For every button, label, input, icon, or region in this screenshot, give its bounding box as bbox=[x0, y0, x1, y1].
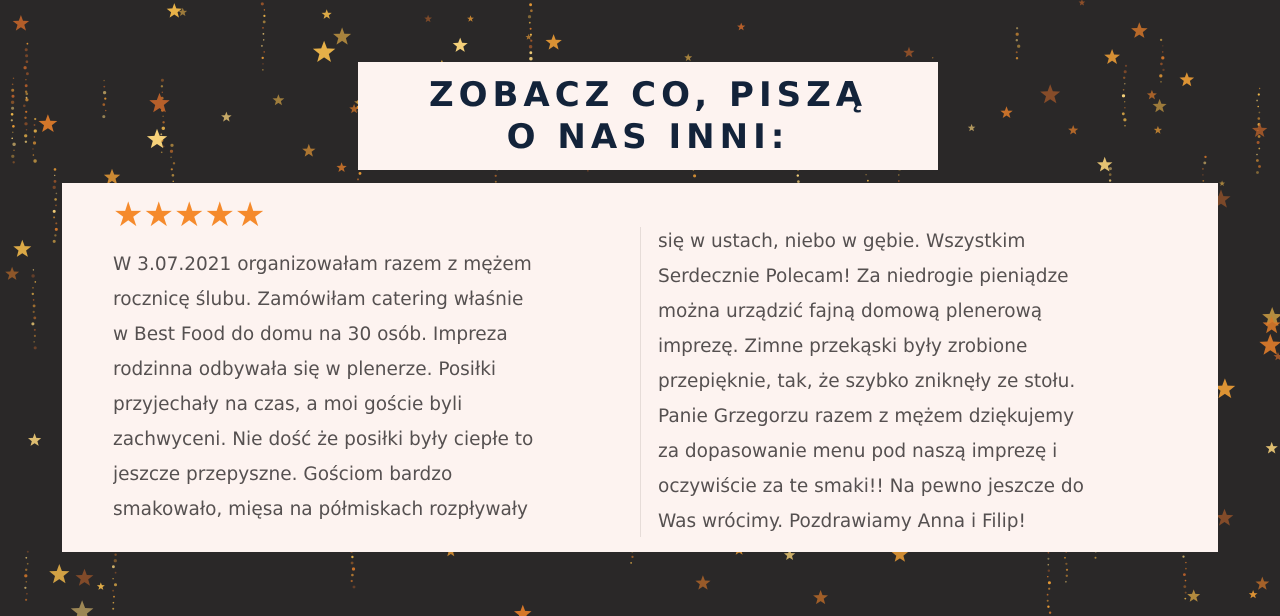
sparkle-dot bbox=[1109, 167, 1112, 170]
sparkle-dot bbox=[932, 57, 933, 58]
sparkle-dot bbox=[24, 117, 26, 119]
sparkle-dot bbox=[55, 228, 58, 231]
sparkle-dot bbox=[1258, 165, 1261, 168]
sparkle-dot bbox=[163, 146, 165, 148]
sparkle-dot bbox=[112, 608, 114, 610]
sparkle-dot bbox=[34, 129, 37, 132]
gold-star-icon bbox=[147, 129, 167, 148]
sparkle-dot bbox=[114, 559, 117, 562]
sparkle-dot bbox=[25, 54, 28, 57]
sparkle-dot bbox=[530, 34, 532, 36]
sparkle-dot bbox=[529, 22, 531, 24]
sparkle-dot bbox=[25, 569, 27, 571]
sparkle-dot bbox=[1185, 562, 1186, 563]
sparkle-dot bbox=[1256, 154, 1258, 156]
sparkle-dot bbox=[1162, 51, 1164, 53]
sparkle-dot bbox=[34, 124, 36, 126]
gold-star-icon bbox=[1153, 99, 1167, 112]
sparkle-dot bbox=[1109, 173, 1112, 176]
sparkle-dot bbox=[24, 134, 27, 137]
sparkle-dot bbox=[172, 174, 175, 177]
sparkle-dot bbox=[1258, 117, 1261, 120]
sparkle-dot bbox=[1160, 39, 1162, 41]
sparkle-dot bbox=[103, 91, 106, 94]
sparkle-dot bbox=[25, 84, 28, 87]
sparkle-dot bbox=[34, 118, 36, 120]
review-line: w Best Food do domu na 30 osób. Impreza bbox=[113, 324, 508, 345]
sparkle-dot bbox=[25, 91, 27, 93]
sparkle-dot bbox=[1257, 141, 1260, 144]
sparkle-dot bbox=[162, 116, 163, 117]
gold-star-icon bbox=[514, 605, 532, 616]
sparkle-dot bbox=[1185, 592, 1187, 594]
sparkle-dot bbox=[263, 21, 266, 24]
sparkle-dot bbox=[262, 63, 263, 64]
sparkle-dot bbox=[1162, 45, 1163, 46]
gold-star-icon bbox=[13, 240, 31, 257]
sparkle-dot bbox=[1065, 563, 1067, 565]
review-line: przyjechały na czas, a moi goście byli bbox=[113, 394, 463, 415]
sparkle-dot bbox=[113, 596, 115, 598]
sparkle-dot bbox=[161, 85, 163, 87]
sparkle-dot bbox=[1065, 581, 1067, 583]
sparkle-dot bbox=[1256, 159, 1259, 162]
sparkle-dot bbox=[1202, 180, 1204, 182]
gold-star-icon bbox=[273, 94, 285, 105]
sparkle-dot bbox=[528, 15, 531, 18]
sparkle-dot bbox=[357, 178, 359, 180]
sparkle-dot bbox=[102, 115, 105, 118]
sparkle-dot bbox=[1256, 100, 1258, 102]
sparkle-dot bbox=[33, 311, 35, 313]
sparkle-dot bbox=[12, 84, 14, 86]
sparkle-dot bbox=[25, 48, 28, 51]
sparkle-dot bbox=[1047, 606, 1049, 608]
sparkle-dot bbox=[31, 322, 34, 325]
gold-star-icon bbox=[5, 267, 19, 280]
sparkle-dot bbox=[587, 170, 589, 172]
sparkle-dot bbox=[1202, 168, 1204, 170]
sparkle-dot bbox=[262, 57, 264, 59]
gold-star-icon bbox=[1259, 334, 1280, 355]
sparkle-dot bbox=[1256, 171, 1259, 174]
sparkle-dot bbox=[112, 590, 114, 592]
gold-star-icon bbox=[39, 114, 58, 132]
sparkle-dot bbox=[27, 43, 29, 45]
sparkle-dot bbox=[25, 557, 27, 559]
sparkle-dot bbox=[1016, 39, 1018, 41]
sparkle-dot bbox=[1017, 45, 1020, 48]
column-divider bbox=[640, 227, 641, 537]
sparkle-dot bbox=[54, 234, 56, 236]
sparkle-dot bbox=[26, 60, 29, 63]
sparkle-dot bbox=[170, 150, 173, 153]
sparkle-dot bbox=[1123, 77, 1125, 79]
sparkle-dot bbox=[865, 174, 866, 175]
sparkle-dot bbox=[1259, 88, 1260, 89]
sparkle-dot bbox=[24, 122, 27, 125]
sparkle-dot bbox=[170, 144, 173, 147]
sparkle-dot bbox=[11, 101, 14, 104]
sparkle-dot bbox=[11, 89, 14, 92]
sparkle-dot bbox=[24, 587, 26, 589]
sparkle-dot bbox=[1159, 74, 1162, 77]
gold-star-icon bbox=[737, 23, 745, 31]
sparkle-dot bbox=[33, 141, 36, 144]
gold-star-icon bbox=[313, 41, 335, 62]
gold-star-icon bbox=[695, 575, 710, 589]
sparkle-dot bbox=[24, 574, 27, 577]
sparkle-dot bbox=[54, 180, 57, 183]
sparkle-dot bbox=[1124, 83, 1125, 84]
sparkle-dot bbox=[26, 97, 28, 99]
review-card bbox=[62, 183, 1218, 552]
gold-star-icon bbox=[13, 15, 29, 31]
gold-star-icon bbox=[903, 47, 914, 58]
gold-star-icon bbox=[97, 582, 105, 590]
sparkle-dot bbox=[1047, 576, 1048, 577]
sparkle-dot bbox=[898, 180, 900, 182]
sparkle-dot bbox=[359, 172, 362, 175]
sparkle-dot bbox=[1016, 33, 1019, 36]
sparkle-dot bbox=[11, 107, 14, 110]
gold-star-icon bbox=[1000, 106, 1012, 118]
sparkle-dot bbox=[529, 57, 532, 60]
sparkle-dot bbox=[867, 180, 869, 182]
sparkle-dot bbox=[1016, 51, 1018, 53]
sparkle-dot bbox=[162, 121, 164, 123]
gold-star-icon bbox=[1040, 84, 1060, 103]
sparkle-dot bbox=[105, 110, 106, 111]
sparkle-dot bbox=[103, 86, 105, 88]
review-line: rodzinna odbywała się w plenerze. Posiłki bbox=[113, 359, 497, 380]
review-line: Panie Grzegorzu razem z mężem dziękujemy bbox=[658, 406, 1075, 427]
sparkle-dot bbox=[1160, 63, 1163, 66]
sparkle-dot bbox=[351, 574, 354, 577]
review-text-column-left bbox=[113, 247, 633, 539]
gold-star-icon bbox=[302, 144, 315, 157]
sparkle-dot bbox=[53, 240, 56, 243]
gold-star-icon bbox=[1219, 181, 1225, 187]
gold-star-icon bbox=[1180, 72, 1195, 86]
heading-line-1: ZOBACZ CO, PISZĄ bbox=[428, 75, 868, 115]
sparkle-dot bbox=[26, 129, 27, 130]
sparkle-dot bbox=[263, 51, 265, 53]
sparkle-dot bbox=[23, 105, 26, 108]
sparkle-dot bbox=[34, 329, 36, 331]
sparkle-dot bbox=[351, 580, 353, 582]
sparkle-dot bbox=[1124, 101, 1125, 102]
gold-star-icon bbox=[1131, 22, 1148, 38]
gold-star-icon bbox=[221, 112, 232, 122]
sparkle-dot bbox=[1124, 107, 1125, 108]
gold-star-icon bbox=[1266, 442, 1278, 454]
sparkle-dot bbox=[12, 143, 15, 146]
sparkle-dot bbox=[33, 154, 35, 156]
sparkle-dot bbox=[171, 168, 173, 170]
sparkle-dot bbox=[112, 578, 113, 579]
sparkle-dot bbox=[26, 593, 28, 595]
review-line: Was wrócimy. Pozdrawiamy Anna i Filip! bbox=[658, 511, 1026, 532]
sparkle-dot bbox=[115, 572, 117, 574]
heading-box bbox=[358, 62, 938, 170]
sparkle-dot bbox=[161, 79, 164, 82]
gold-star-icon bbox=[1216, 509, 1234, 526]
sparkle-dot bbox=[1066, 569, 1068, 571]
sparkle-dot bbox=[103, 80, 104, 81]
gold-star-icon bbox=[28, 433, 41, 446]
sparkle-dot bbox=[56, 193, 58, 195]
sparkle-dot bbox=[693, 174, 696, 177]
sparkle-dot bbox=[13, 161, 15, 163]
sparkle-dot bbox=[351, 562, 354, 565]
sparkle-dot bbox=[103, 103, 106, 106]
sparkle-dot bbox=[25, 79, 26, 80]
sparkle-dot bbox=[25, 141, 27, 143]
sparkle-dot bbox=[530, 9, 533, 12]
sparkle-dot bbox=[11, 138, 13, 140]
sparkle-dot bbox=[1257, 106, 1259, 108]
sparkle-dot bbox=[1124, 125, 1125, 126]
review-line: W 3.07.2021 organizowałam razem z mężem bbox=[113, 254, 532, 275]
sparkle-dot bbox=[1047, 600, 1049, 602]
sparkle-dot bbox=[1122, 112, 1125, 115]
sparkle-dot bbox=[1184, 598, 1186, 600]
sparkle-dot bbox=[1109, 179, 1111, 181]
sparkle-dot bbox=[33, 299, 35, 301]
gold-star-icon bbox=[333, 27, 351, 44]
sparkle-dot bbox=[1162, 69, 1164, 71]
gold-star-icon bbox=[813, 590, 828, 604]
review-line: za dopasowanie menu pod naszą imprezę i bbox=[658, 441, 1058, 462]
sparkle-dot bbox=[630, 562, 632, 564]
gold-star-icon bbox=[1147, 90, 1157, 100]
gold-star-icon bbox=[1154, 126, 1162, 134]
sparkle-dot bbox=[170, 157, 172, 159]
sparkle-dot bbox=[54, 175, 55, 176]
sparkle-dot bbox=[1016, 57, 1018, 59]
sparkle-dot bbox=[797, 174, 799, 176]
sparkle-dot bbox=[1048, 570, 1050, 572]
sparkle-dot bbox=[263, 15, 265, 17]
sparkle-dot bbox=[25, 599, 27, 601]
sparkle-dot bbox=[31, 274, 34, 277]
sparkle-dot bbox=[495, 175, 497, 177]
sparkle-dot bbox=[26, 581, 28, 583]
gold-star-icon bbox=[76, 569, 94, 586]
review-line: rocznicę ślubu. Zamówiłam catering właśnie bbox=[113, 289, 524, 310]
review-line: przepięknie, tak, że szybko zniknęły ze stołu. bbox=[658, 371, 1076, 392]
sparkle-dot bbox=[529, 45, 532, 48]
sparkle-dot bbox=[32, 293, 34, 295]
sparkle-dot bbox=[35, 281, 37, 283]
sparkle-dot bbox=[1258, 148, 1260, 150]
sparkle-dot bbox=[53, 186, 56, 189]
gold-star-icon bbox=[1068, 125, 1078, 135]
sparkle-dot bbox=[13, 150, 14, 151]
gold-star-icon bbox=[1274, 352, 1280, 360]
review-line: oczywiście za te smaki!! Na pewno jeszcze do bbox=[658, 476, 1084, 497]
sparkle-dot bbox=[34, 136, 35, 137]
review-line: smakowało, mięsa na półmiskach rozpływały bbox=[113, 499, 528, 520]
sparkle-dot bbox=[1047, 594, 1049, 596]
sparkle-dot bbox=[351, 556, 353, 558]
sparkle-dot bbox=[1064, 557, 1066, 559]
sparkle-dot bbox=[530, 28, 532, 30]
sparkle-dot bbox=[173, 181, 174, 182]
sparkle-dot bbox=[1258, 135, 1261, 138]
gold-star-icon bbox=[684, 54, 692, 62]
gold-star-icon bbox=[1079, 0, 1086, 6]
gold-star-icon bbox=[1104, 49, 1120, 64]
sparkle-dot bbox=[1183, 573, 1186, 576]
sparkle-dot bbox=[12, 95, 15, 98]
sparkle-dot bbox=[1259, 112, 1261, 114]
review-text-column-right bbox=[658, 224, 1198, 544]
gold-star-icon bbox=[467, 15, 474, 21]
sparkle-dot bbox=[1048, 581, 1051, 584]
sparkle-dot bbox=[898, 174, 899, 175]
sparkle-dot bbox=[33, 317, 36, 320]
sparkle-dot bbox=[1048, 564, 1050, 566]
sparkle-dot bbox=[112, 565, 115, 568]
sparkle-dot bbox=[12, 132, 13, 133]
gold-star-icon bbox=[149, 93, 169, 112]
sparkle-dot bbox=[55, 222, 57, 224]
sparkle-dot bbox=[262, 27, 264, 29]
gold-star-icon bbox=[1249, 590, 1258, 598]
sparkle-dot bbox=[1048, 588, 1050, 590]
sparkle-dot bbox=[32, 287, 33, 288]
sparkle-dot bbox=[53, 216, 55, 218]
sparkle-dot bbox=[1095, 557, 1097, 559]
sparkle-dot bbox=[261, 45, 263, 47]
gold-star-icon bbox=[968, 124, 976, 131]
gold-star-icon bbox=[424, 15, 432, 22]
gold-star-icon bbox=[49, 564, 69, 583]
sparkle-dot bbox=[1066, 575, 1068, 577]
sparkle-dot bbox=[162, 92, 163, 93]
sparkle-dot bbox=[263, 39, 264, 40]
sparkle-dot bbox=[25, 111, 27, 113]
sparkle-dot bbox=[1047, 558, 1049, 560]
sparkle-dot bbox=[11, 119, 13, 121]
review-line: zachwyceni. Nie dość że posiłki były ciepłe to bbox=[113, 429, 534, 450]
sparkle-dot bbox=[54, 198, 57, 201]
sparkle-dot bbox=[12, 125, 15, 128]
sparkle-dot bbox=[34, 335, 36, 337]
sparkle-dot bbox=[33, 269, 34, 270]
sparkle-dot bbox=[113, 602, 115, 604]
sparkle-dot bbox=[26, 72, 29, 75]
sparkle-dot bbox=[160, 133, 162, 135]
sparkle-dot bbox=[114, 554, 116, 556]
sparkle-dot bbox=[1202, 174, 1203, 175]
sparkle-dot bbox=[261, 2, 264, 5]
sparkle-dot bbox=[33, 305, 36, 308]
sparkle-dot bbox=[32, 148, 33, 149]
sparkle-dot bbox=[55, 205, 57, 207]
gold-star-icon bbox=[337, 162, 347, 172]
sparkle-dot bbox=[24, 66, 27, 69]
sparkle-dot bbox=[1123, 89, 1125, 91]
sparkle-dot bbox=[352, 567, 355, 570]
sparkle-dot bbox=[34, 341, 35, 342]
gold-star-icon bbox=[1263, 316, 1280, 333]
sparkle-dot bbox=[1122, 94, 1125, 97]
sparkle-dot bbox=[1125, 65, 1127, 67]
gold-star-icon bbox=[546, 34, 562, 50]
sparkle-dot bbox=[1049, 612, 1051, 614]
sparkle-dot bbox=[173, 162, 175, 164]
sparkle-dot bbox=[11, 113, 14, 116]
sparkle-dot bbox=[631, 556, 633, 558]
sparkle-dot bbox=[1183, 585, 1186, 588]
review-line: się w ustach, niebo w gębie. Wszystkim bbox=[658, 231, 1026, 252]
sparkle-dot bbox=[262, 69, 263, 70]
review-line: jeszcze przepyszne. Gościom bardzo bbox=[113, 464, 453, 485]
gold-star-icon bbox=[1187, 589, 1200, 601]
gold-star-icon bbox=[1252, 123, 1267, 138]
sparkle-dot bbox=[1016, 27, 1018, 29]
sparkle-dot bbox=[1185, 580, 1187, 582]
sparkle-dot bbox=[1123, 118, 1126, 121]
sparkle-dot bbox=[54, 168, 57, 171]
sparkle-dot bbox=[530, 40, 532, 42]
gold-star-icon bbox=[71, 600, 94, 616]
sparkle-dot bbox=[162, 127, 165, 130]
sparkle-dot bbox=[1161, 56, 1164, 59]
gold-star-icon bbox=[453, 38, 468, 52]
sparkle-dot bbox=[1258, 93, 1260, 95]
sparkle-dot bbox=[1185, 568, 1187, 570]
sparkle-dot bbox=[529, 3, 532, 6]
sparkle-dot bbox=[34, 346, 37, 349]
sparkle-dot bbox=[263, 33, 265, 35]
sparkle-dot bbox=[53, 210, 56, 213]
sparkle-dot bbox=[104, 98, 106, 100]
sparkle-dot bbox=[1160, 81, 1161, 82]
sparkle-dot bbox=[33, 159, 36, 162]
sparkle-dot bbox=[1048, 552, 1050, 554]
sparkle-dot bbox=[27, 551, 29, 553]
sparkle-dot bbox=[1124, 70, 1127, 73]
sparkle-dot bbox=[1182, 556, 1184, 558]
sparkle-dot bbox=[1203, 162, 1206, 165]
gold-star-icon bbox=[167, 3, 182, 18]
heading-line-2: O NAS INNI: bbox=[506, 117, 790, 157]
review-line: Serdecznie Polecam! Za niedrogie pieniądze bbox=[658, 266, 1069, 287]
review-line: imprezę. Zimne przekąski były zrobione bbox=[658, 336, 1028, 357]
sparkle-dot bbox=[11, 155, 14, 158]
gold-star-icon bbox=[1256, 577, 1270, 590]
sparkle-dot bbox=[161, 152, 163, 154]
sparkle-dot bbox=[353, 586, 356, 589]
sparkle-dot bbox=[114, 583, 117, 586]
review-line: można urządzić fajną domową plenerową bbox=[658, 301, 1043, 322]
sparkle-dot bbox=[529, 51, 532, 54]
sparkle-dot bbox=[264, 9, 265, 10]
sparkle-dot bbox=[27, 563, 29, 565]
star-rating-icon: ★★★★★ bbox=[113, 196, 266, 234]
gold-star-icon bbox=[322, 9, 332, 19]
sparkle-dot bbox=[13, 78, 14, 79]
sparkle-dot bbox=[26, 93, 29, 96]
sparkle-dot bbox=[25, 98, 28, 101]
sparkle-dot bbox=[1204, 156, 1206, 158]
